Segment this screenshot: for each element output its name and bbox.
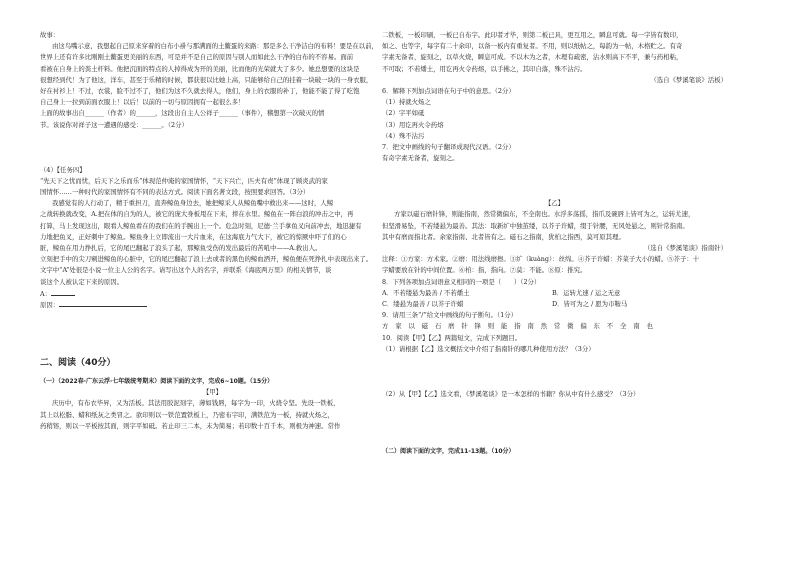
jia-line: 其上以松脂、蜡和纸灰之类冒之。欲印则以一铁范置铁板上，乃密布字印，满铁范为一板，持就火炀之，: [40, 410, 334, 419]
left-column: [40, 30, 385, 432]
right-column: [382, 30, 727, 457]
q8-option-b[interactable]: B．运转尤速 / 运之无意: [552, 288, 621, 297]
task4-prompt: 谈这个人被认定下来的原因。: [40, 277, 124, 286]
reading-subsection-2: （二）阅读下面的文字，完成11-13题。（10分）: [382, 448, 515, 456]
task4-line: 脏，鲸鱼在用力挣扎后，它的尾巴翻起了浪头了起，那鲸鱼受伤的发出最后的苦吼中——A.救出人。: [40, 244, 322, 252]
story-line: 好在衬衫上！不过，衣裳，脸不过不了，他们为这不久就去得人，他们，身上的衣服的补丁，他能不能了得了吃饱: [40, 86, 360, 95]
story-line: 由这鸟嘴示意，我想起自己原来穿着的白布小褂与那满面的土鳖蛋的来路：那是多么干净洁白的布料！要是在以前，: [52, 42, 378, 51]
task4-line: 我感觉有的人行动了，精于重担刀，直奔鲸鱼身边去，她把鲸采人从鲸鱼嘴中救出来——这时，人鲸: [52, 199, 334, 208]
q6-item: （1）持就火炀之: [382, 98, 431, 107]
answer-a-label: A：: [40, 289, 52, 298]
q8-option-d[interactable]: D．皆可为之 / 愿为市鞍马: [552, 299, 628, 308]
question-line: 节。该说你对祥子这一遭遇的感受：______。（2分）: [40, 120, 188, 129]
q8-option-c[interactable]: C．缕悬为最善 / 以芥子许蜡: [382, 299, 464, 308]
answer-reason-row: [40, 299, 385, 310]
story-line: 看被在自身上的粪土杆料。他把沉面的特点的人掉得成为开的美丽，比而他的光荣就大了多少。她总想要的这块是: [40, 64, 360, 73]
answer-reason-label: 原因：: [40, 300, 60, 309]
notes-line: 注释：①方家：方术家。②磨：用法线磨擦。③纩（kuàng）：丝绵。④芥子许蜡：芥菜子大小的蜡。⑤芥子：十: [382, 255, 700, 264]
jia-heading: 【甲】: [202, 388, 223, 397]
task4-prompt: 文字中“A”处很是小说一位主人公的名字。请写出这个人的名字，并联系《海底两万里》的相关情节，谈: [40, 266, 332, 275]
story-line: 很想经到代！为了他这，洋车，甚至于乐精的时候，都获很以比她上高，只能够给自己的挂着一块破一块的一身衣服，: [40, 75, 373, 84]
question-6: 6．解释下列加点词语在句子中的意思。（2分）: [382, 86, 515, 95]
q9-sentence: 方 家 以 磁 石 磨 针 锋 则 能 指 南 然 常 微 偏 东 不 全 南 也: [382, 322, 656, 331]
jia-cont-line: 字素无备者，旋刻之，以草火烧，瞬息可成。不以木为之者，木理有疏密，沾水则高下不平，兼与药相粘，: [382, 53, 683, 62]
jia-cont-line: 不可取；不若燔土，用讫再火令药熔，以手拂之，其印自落，殊不沾污。: [382, 64, 587, 73]
jia-cont-line: 如之、也等字，每字有二十余印，以备一板内有重复者。不用，则以纸帖之，每韵为一帖，木格贮之。有奇: [382, 42, 683, 51]
section-reading-title: 二、阅读（40分）: [40, 358, 116, 369]
q7-sentence: 有奇字素无备者，旋刻之。: [382, 154, 459, 163]
task4-line: “先天下之忧而忧，后天下之乐而乐”体现范仲淹的家国情怀，“天下兴亡，匹夫有责”体现了顾炎武的家: [40, 176, 328, 185]
question-10-2: （2）从【甲】【乙】选文看，《梦溪笔谈》是一本怎样的书籍？你从中有什么感受？（3分）: [382, 389, 640, 398]
source-note: （选自《梦溪笔谈》活板）: [650, 75, 727, 84]
story-line: 自己身上一拉到前面衣服上！以后！以前的一切与原因拥有一起很么多！: [40, 98, 245, 107]
jia-line: 庆历中，有布衣毕昇，又为活板。其法用胶泥刻字，薄如钱唇，每字为一印，火烧令坚。先设一铁板，: [52, 399, 340, 408]
answer-a-blank[interactable]: [51, 288, 75, 296]
question-7: 7．把文中画线的句子翻译成现代汉语。（2分）: [382, 142, 515, 151]
q8-option-a[interactable]: A．不若缕悬为最善 / 不若燔土: [382, 288, 470, 297]
q6-item: （3）用讫再火令药熔: [382, 120, 444, 129]
answer-reason-blank[interactable]: [59, 299, 147, 307]
question-8: 8．下列各项加点词语意义相同的一项是（ ）（2分）: [382, 277, 541, 286]
answer-a-row: [40, 288, 385, 299]
yi-line: 方家以磁石磨针锋，则能指南，然常微偏东，不全南也。水浮多荡摇，指爪及碗唇上皆可为之，运转尤速，: [394, 210, 695, 219]
task4-line: 打算，马上发现这出，眼看人鲸鱼看在的我们在的手腕出上一个。危急时刻，尼德·兰手拿鱼叉向前冲去，地迅捷有: [40, 221, 362, 230]
q6-item: （4）殊不沾污: [382, 131, 425, 140]
question-10-1: （1）请根据【乙】选文概括文中介绍了指南针的哪几种使用方法？（3分）: [382, 344, 595, 353]
task4-line: 之战转换就改变，A.把在体的自为的人，被它的庞大身板甩在下来，摔在水里。鲸鱼在一阵白浪的冲击之中，再: [40, 210, 354, 219]
q8-options-row-2: [382, 299, 727, 310]
task4-heading: （4）【任务四】: [40, 165, 86, 174]
yi-line: 但坚滑易坠，不若缕悬为最善。其法：取新纩中独茧缕，以芥子许蜡，缀于针腰，无风处悬之，则针常指南。: [382, 221, 689, 230]
q6-item: （2）字平如砥: [382, 109, 425, 118]
story-line: 世界上还有许多比刚刚土鳖蛋更美丽的东西，可是并不是自己的原因与别人而如此么干净的白布的不容易。面前: [40, 53, 354, 62]
notes-line: 字蜡要放在针的中间位置。⑥柏：指，指向。⑦莫：不能。⑧原：推究。: [382, 266, 587, 275]
story-label: 故事：: [40, 31, 60, 39]
yi-line: 其中有磨而指北者。余家指南、北者皆有之。磁石之指南，犹柏之指西，莫可原其理。: [382, 232, 625, 241]
task4-line: 立刻把手中的尖刀剜进鲸鱼的心脏中，它的尾巴翻起了浪上去或者的黑色的鲸血洒开，鲸鱼便在死挣扎中表现出来了。: [40, 255, 373, 264]
reading-subsection-1: （一）（2022春·广东云浮·七年级统考期末）阅读下面的文字，完成6~10题。（15分）: [40, 378, 274, 386]
question-10: 10．阅读【甲】【乙】两篇短文，完成下列题目。: [382, 333, 522, 342]
q8-options-row-1: [382, 288, 727, 299]
task4-line: 国情怀……一种时代的家国情怀有不同的表达方式。阅读下面名著文段，按照要求回答。（3分）: [40, 188, 310, 197]
question-9: 9．请用三条“/”给文中画线的句子断句。（1分）: [382, 311, 518, 320]
question-line: 上面的故事出自______（作者）的______，这段出自主人公祥子______（事件），稽想第一次破灭的情: [40, 109, 325, 118]
source-note: （选自《梦溪笔谈》指南针）: [643, 244, 727, 252]
yi-heading: 【乙】: [544, 199, 565, 208]
task4-line: 力地把鱼叉，正好刺中了鲸鱼。鲸鱼身上立即流出一大片血来，在这海底力气大下，被它的惊厥中吓了们的心: [40, 232, 347, 241]
jia-cont-line: 二铁板，一板印刷，一板已自布字。此印者才毕，则第二板已具，更互用之，瞬息可就。每一字皆有数印，: [382, 31, 683, 39]
jia-line: 药稍镕，则以一平板按其面，则字平如砥。若止印三二本，未为简易；若印数十百千本，则极为神速。常作: [40, 421, 341, 430]
